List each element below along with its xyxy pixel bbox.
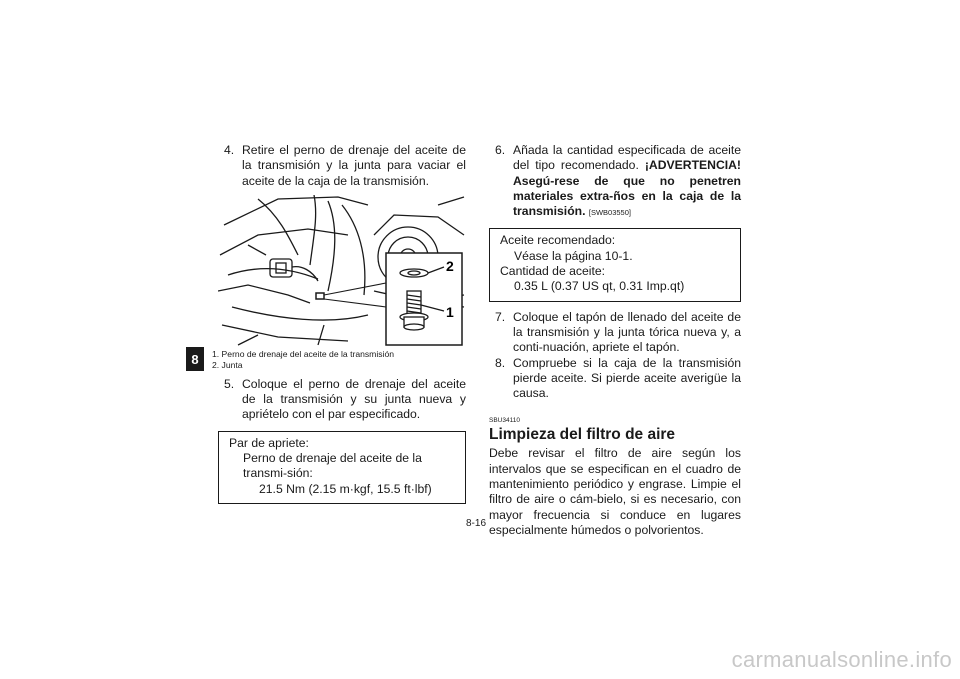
step-5 — [218, 377, 466, 423]
step-text: Compruebe si la caja de la transmisión pierde aceite. Si pierde aceite averigüe la causa. — [513, 355, 741, 401]
engine-illustration — [218, 195, 466, 347]
caption-1: 1. Perno de drenaje del aceite de la transmisión — [212, 348, 395, 359]
drain-bolt-figure — [218, 195, 466, 347]
oil-quantity-value: 0.35 L (0.37 US qt, 0.31 Imp.qt) — [514, 279, 685, 294]
step-number: 8. — [495, 355, 506, 370]
torque-heading: Par de apriete: — [229, 435, 309, 450]
section-paragraph: Debe revisar el filtro de aire según los intervalos que se especifican en el cuadro de mantenimiento periódico y engrase. Limpie el filtro de aire o cám-bielo, si es necesario, con mayor frecuencia si conduce en lugares especialmente húmedos o polvorientos. — [489, 446, 741, 537]
left-column — [212, 143, 466, 512]
torque-value: 21.5 Nm (2.15 m·kgf, 15.5 ft·lbf) — [259, 481, 432, 496]
step-text: Añada la cantidad especificada de aceite del tipo recomendado. — [513, 143, 741, 173]
step-number: 6. — [495, 143, 506, 157]
section-title: Limpieza del filtro de aire — [489, 426, 676, 444]
torque-spec-box — [218, 431, 466, 504]
figure-captions — [212, 349, 466, 371]
step-number: 4. — [224, 143, 235, 157]
step-number: 5. — [224, 376, 235, 391]
warning-code: [SWB03550] — [588, 208, 631, 218]
torque-item: Perno de drenaje del aceite de la transmi-sión: — [243, 451, 422, 481]
step-text: Coloque el tapón de llenado del aceite de la transmisión y la junta tórica nueva y, a conti-nuación, apriete el tapón. — [513, 309, 741, 355]
watermark: carmanualsonline.info — [731, 647, 952, 672]
section-code: SBU34110 — [489, 417, 520, 425]
step-4 — [218, 143, 466, 189]
oil-spec-box — [489, 228, 741, 301]
page-number: 8-16 — [466, 518, 487, 529]
step-text: Coloque el perno de drenaje del aceite de la transmisión y su junta nueva y apriételo con el par especificado. — [242, 376, 466, 422]
step-number: 7. — [495, 309, 506, 324]
oil-type-heading: Aceite recomendado: — [500, 233, 616, 248]
step-6 — [489, 143, 741, 220]
warning-text: ¡ADVERTENCIA! Asegú-rese de que no penetren materiales extra-ños en la caja de la transmisión. — [513, 158, 741, 219]
oil-type-value: Véase la página 10-1. — [514, 248, 633, 263]
callout-2: 2 — [446, 257, 454, 274]
step-8 — [489, 356, 741, 402]
step-7 — [489, 310, 741, 356]
oil-quantity-heading: Cantidad de aceite: — [500, 264, 606, 279]
caption-2: 2. Junta — [212, 359, 243, 370]
right-column — [489, 143, 741, 538]
step-text: Retire el perno de drenaje del aceite de la transmisión y la junta para vaciar el aceite de la caja de la transmisión. — [242, 143, 466, 188]
chapter-tab: 8 — [186, 347, 204, 371]
callout-1: 1 — [446, 303, 454, 320]
